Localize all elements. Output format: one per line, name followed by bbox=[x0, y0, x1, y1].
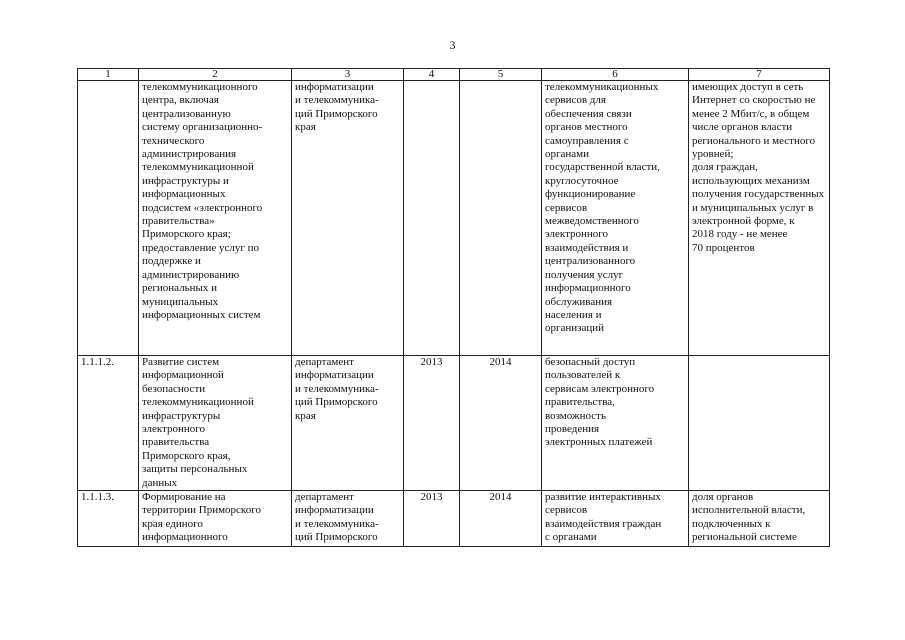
measure-name: телекоммуникационного центра, включая централизованную систему организационно- технического администрирования телекоммуникационной инфраструктуры и информационных подсистем «электронного правительства» Приморского края; предоставление услуг по поддержке и администрированию региональных и муниципальных информационных систем bbox=[139, 81, 292, 356]
measure-executor: информатизации и телекоммуника- ций Приморского края bbox=[292, 81, 404, 356]
table-row bbox=[78, 356, 830, 491]
start-year: 2013 bbox=[404, 356, 460, 491]
measure-number: 1.1.1.2. bbox=[78, 356, 139, 491]
header-cell: 7 bbox=[689, 69, 830, 81]
start-year bbox=[404, 81, 460, 356]
target-indicator bbox=[689, 356, 830, 491]
end-year bbox=[460, 81, 542, 356]
measure-number bbox=[78, 81, 139, 356]
start-year: 2013 bbox=[404, 491, 460, 547]
program-measures-table bbox=[77, 68, 830, 547]
header-cell: 4 bbox=[404, 69, 460, 81]
target-indicator: доля органов исполнительной власти, подключенных к региональной системе bbox=[689, 491, 830, 547]
header-cell: 1 bbox=[78, 69, 139, 81]
measure-name: Формирование на территории Приморского края единого информационного bbox=[139, 491, 292, 547]
table-row bbox=[78, 81, 830, 356]
target-indicator: имеющих доступ в сеть Интернет со скоростью не менее 2 Мбит/с, в общем числе органов власти регионального и местного уровней; доля граждан, использующих механизм получения государственных и муниципальных услуг в электронной форме, к 2018 году - не менее 70 процентов bbox=[689, 81, 830, 356]
expected-result: безопасный доступ пользователей к сервисам электронного правительства, возможность проведения электронных платежей bbox=[542, 356, 689, 491]
header-cell: 2 bbox=[139, 69, 292, 81]
header-cell: 5 bbox=[460, 69, 542, 81]
header-cell: 3 bbox=[292, 69, 404, 81]
measure-number: 1.1.1.3. bbox=[78, 491, 139, 547]
measure-executor: департамент информатизации и телекоммуника- ций Приморского bbox=[292, 491, 404, 547]
expected-result: телекоммуникационных сервисов для обеспечения связи органов местного самоуправления с органами государственной власти, круглосуточное функционирование сервисов межведомственного электронного взаимодействия и централизованного получения услуг информационного обслуживания населения и организаций bbox=[542, 81, 689, 356]
end-year: 2014 bbox=[460, 491, 542, 547]
measure-name: Развитие систем информационной безопасности телекоммуникационной инфраструктуры электронного правительства Приморского края, защиты персональных данных bbox=[139, 356, 292, 491]
page-number: 3 bbox=[449, 38, 456, 52]
end-year: 2014 bbox=[460, 356, 542, 491]
header-cell: 6 bbox=[542, 69, 689, 81]
measure-executor: департамент информатизации и телекоммуника- ций Приморского края bbox=[292, 356, 404, 491]
table-header-row bbox=[78, 69, 830, 81]
table-row bbox=[78, 491, 830, 547]
expected-result: развитие интерактивных сервисов взаимодействия граждан с органами bbox=[542, 491, 689, 547]
